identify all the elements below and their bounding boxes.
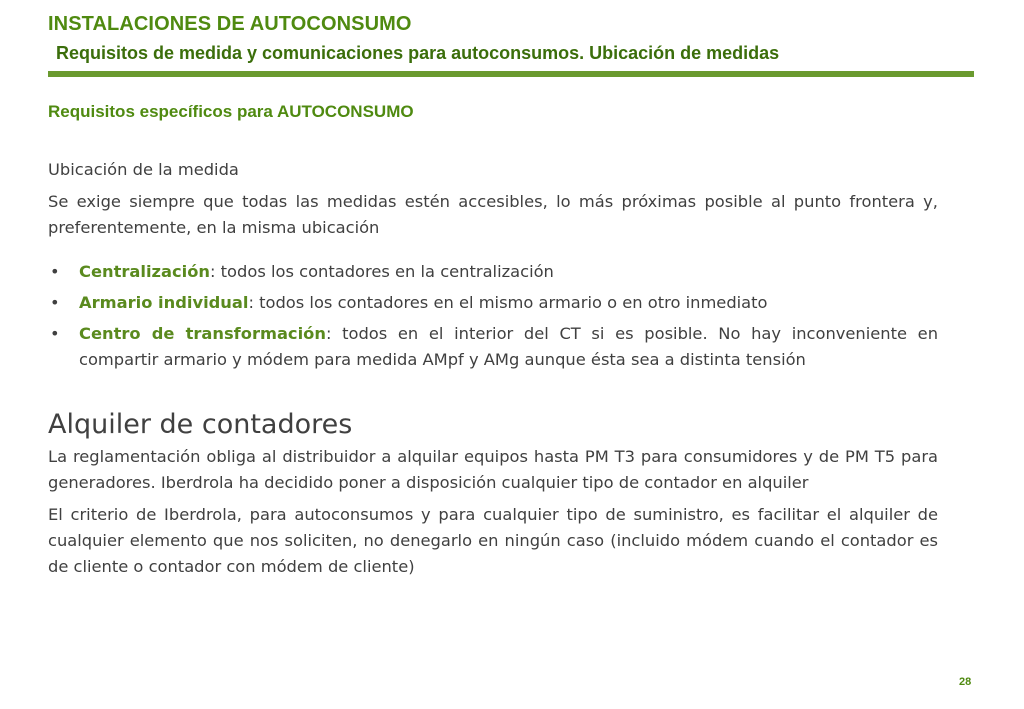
bullet-term: Centro de transformación	[79, 324, 326, 343]
bullet-term: Centralización	[79, 262, 211, 281]
rental-paragraph: La reglamentación obliga al distribuidor a alquilar equipos hasta PM T3 para consumidores y de PM T5 para generadores. Iberdrola ha decidido poner a disposición cualquier tipo de contador en alquiler	[48, 447, 938, 492]
slide-subtitle: Requisitos de medida y comunicaciones para autoconsumos. Ubicación de medidas	[56, 43, 780, 63]
location-subheading: Ubicación de la medida	[48, 160, 239, 179]
bullet-item-armario	[48, 290, 938, 316]
bullet-icon: •	[50, 324, 60, 343]
bullet-text: : todos los contadores en el mismo armario o en otro inmediato	[248, 293, 768, 312]
bullet-item-centro-transformacion	[48, 321, 938, 373]
location-intro: Se exige siempre que todas las medidas estén accesibles, lo más próximas posible al punto frontera y, preferentemente, en la misma ubicación	[48, 192, 938, 237]
location-bullet-list	[48, 259, 938, 373]
bullet-text: : todos los contadores en la centralización	[210, 262, 554, 281]
bullet-icon: •	[50, 262, 60, 281]
bullet-icon: •	[50, 293, 60, 312]
slide-body	[48, 157, 938, 580]
bullet-item-centralizacion	[48, 259, 938, 285]
slide-title: INSTALACIONES DE AUTOCONSUMO	[48, 13, 412, 35]
page-number: 28	[959, 676, 972, 688]
section-heading: Requisitos específicos para AUTOCONSUMO	[48, 102, 414, 121]
bullet-text: : todos en el interior del CT si es posible. No hay inconveniente en compartir armario y módem para medida AMpf y AMg aunque ésta sea a distinta tensión	[79, 324, 939, 369]
bullet-term: Armario individual	[79, 293, 249, 312]
header-divider	[48, 71, 974, 77]
rental-heading: Alquiler de contadores	[48, 409, 353, 440]
rental-paragraph: El criterio de Iberdrola, para autoconsumos y para cualquier tipo de suministro, es facilitar el alquiler de cualquier elemento que nos soliciten, no denegarlo en ningún caso (incluido módem cuando el contador es de cliente o contador con módem de cliente)	[48, 505, 938, 576]
